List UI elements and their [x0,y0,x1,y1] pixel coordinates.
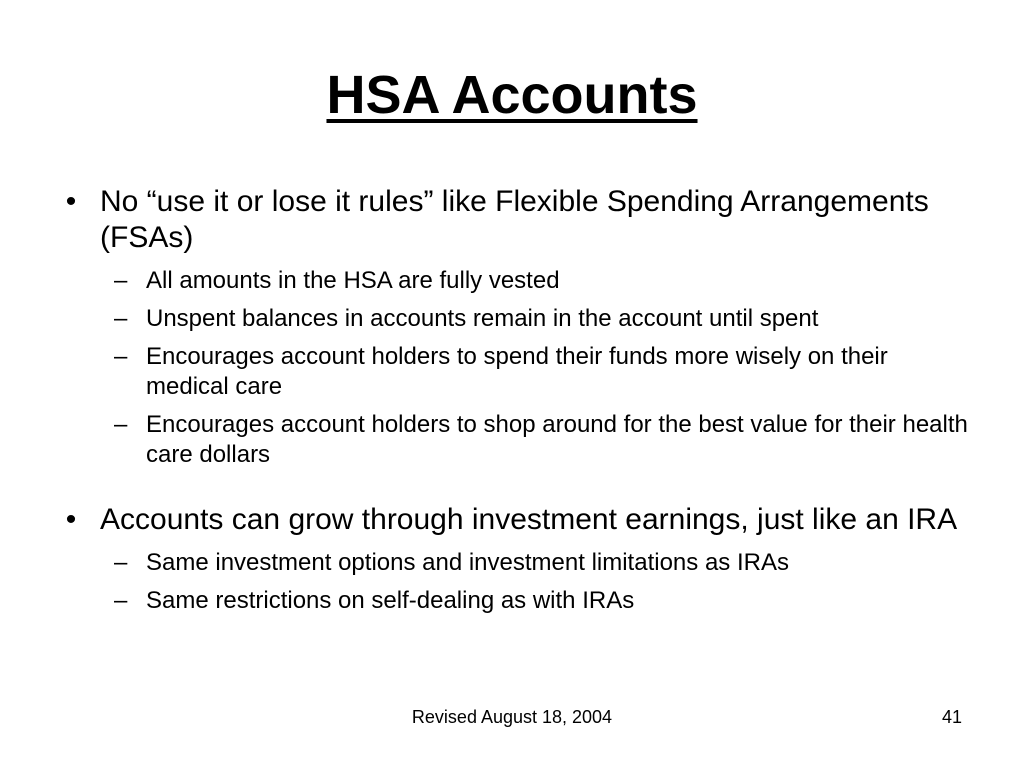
sub-bullet-text: Same restrictions on self-dealing as with IRAs [146,587,635,614]
dash-marker: – [114,305,128,332]
sub-bullet-item [56,410,976,470]
slide-title [0,62,1024,128]
dash-marker: – [114,411,128,438]
sub-bullet-item [56,586,976,616]
slide-body [56,184,976,616]
sub-bullet-item [56,266,976,296]
bullet-marker: • [65,503,77,536]
footer-revised-date: Revised August 18, 2004 [411,707,613,727]
bullet-item [56,502,976,538]
sub-bullet-text: Encourages account holders to shop around for the best value for their health care dollars [146,411,968,468]
dash-marker: – [114,587,128,614]
sub-bullet-text: All amounts in the HSA are fully vested [146,267,560,294]
dash-marker: – [114,343,128,370]
sub-bullet-item [56,342,976,402]
slide-title-text: HSA Accounts [326,65,698,125]
bullet-item [56,184,976,256]
spacer [56,470,976,502]
bullet-text: No “use it or lose it rules” like Flexible Spending Arrangements (FSAs) [100,185,929,254]
footer-page-number: 41 [941,707,962,727]
sub-bullet-item [56,304,976,334]
bullet-text: Accounts can grow through investment earnings, just like an IRA [100,503,958,536]
bullet-marker: • [65,185,77,218]
sub-bullet-text: Same investment options and investment limitations as IRAs [146,549,789,576]
sub-bullet-text: Encourages account holders to spend their funds more wisely on their medical care [146,343,888,400]
dash-marker: – [114,549,128,576]
sub-bullet-text: Unspent balances in accounts remain in the account until spent [146,305,819,332]
dash-marker: – [114,267,128,294]
sub-bullet-item [56,548,976,578]
